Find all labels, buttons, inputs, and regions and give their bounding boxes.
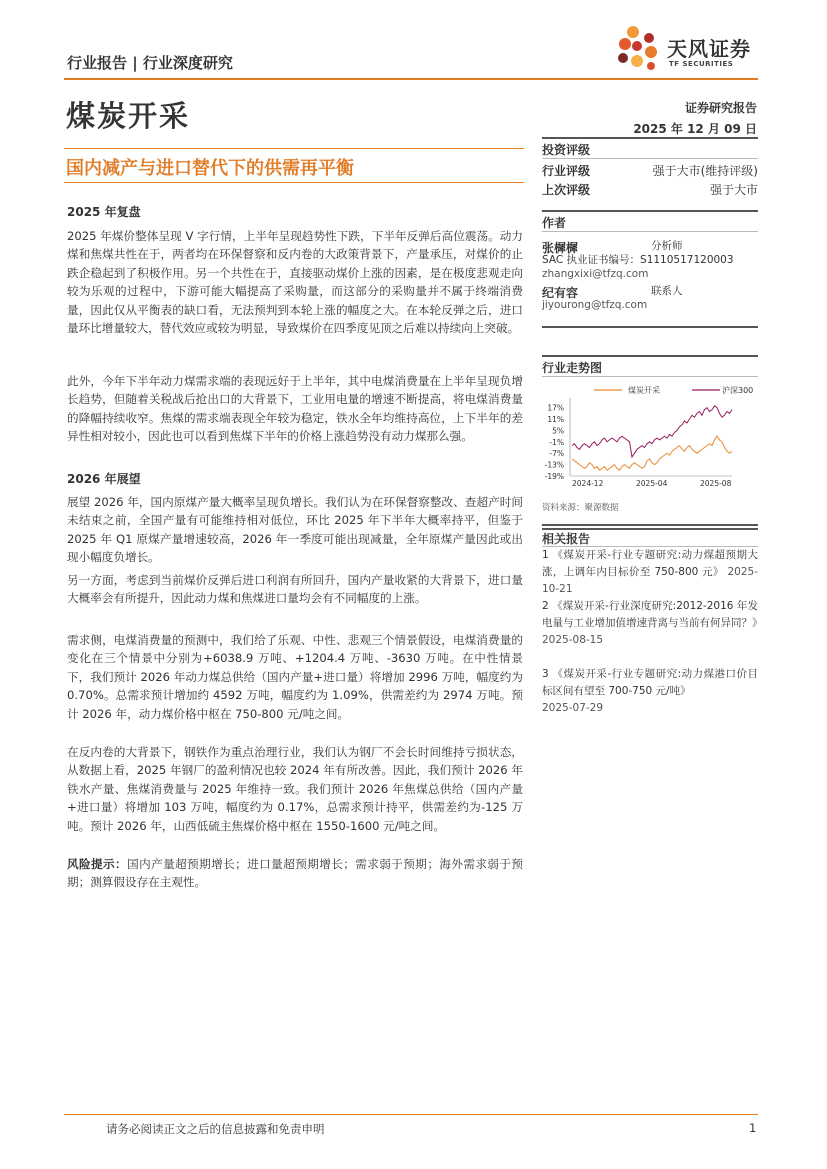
author-name: 纪有容 (542, 286, 579, 300)
header-divider (64, 78, 758, 80)
logo-dot-8 (647, 62, 655, 70)
y-tick-label: 5% (552, 426, 564, 436)
footer-divider (64, 1114, 758, 1115)
y-tick-label: 17% (547, 403, 564, 413)
paragraph-review-1: 2025 年煤价整体呈现 V 字行情，上半年呈现趋势性下跌，下半年反弹后高位震荡。动力煤和焦煤共性在于，两者均在环保督察和反内卷的大政策背景下，产量承压，对煤价的止跌企稳起到了积极作用。另一个共性在于，直接驱动煤价上涨的因素，是在极度悲观走向较为乐观的过程中，下游可能大幅提高了采购量，而这部分的采购量并不属于终端消费量，因此仅从平衡表的缺口看，无法预判到本轮上涨的幅度之大。在本轮反弹之后，进口量环比增量较大，替代效应或较为明显，导致煤价在四季度见顶之后难以持续向上突破。 (67, 229, 523, 336)
logo-dot-7 (644, 33, 654, 43)
y-tick-label: -19% (544, 472, 564, 481)
prev-rating-row (542, 181, 758, 198)
y-tick-label: -7% (549, 449, 564, 459)
report-date: 2025 年 12 月 09 日 (633, 122, 757, 136)
risk-warning (67, 855, 523, 892)
logo-text-en: TF SECURITIES (669, 60, 734, 68)
legend-label: 煤炭开采 (628, 386, 660, 395)
related-report-date: 2025-07-29 (542, 702, 604, 714)
author-role: 分析师 (651, 240, 683, 252)
side-rule (542, 524, 758, 526)
side-rule (542, 376, 758, 377)
related-report-text[interactable]: 2 《煤炭开采-行业深度研究:2012-2016 年发电量与工业增加值增速背离与当前有何异同？》 (542, 600, 763, 629)
logo-text-cn: 天风证券 (667, 37, 751, 61)
series-line-coal (572, 436, 732, 470)
author-1 (542, 237, 758, 281)
x-tick-label: 2025-08 (700, 479, 732, 488)
paragraph-outlook-2: 另一方面，考虑到当前煤价反弹后进口利润有所回升，国内产量收紧的大背景下，进口量大概率会有所提升，因此动力煤和焦煤进口量均会有不同幅度的上涨。 (67, 573, 523, 606)
y-tick-label: -1% (549, 437, 564, 447)
legend-label: 沪深300 (722, 386, 754, 395)
side-rule (542, 210, 758, 212)
side-rule (542, 137, 758, 139)
industry-name: 煤炭开采 (66, 99, 191, 133)
logo-dot-4 (618, 53, 628, 63)
logo-dot-6 (645, 46, 657, 58)
risk-text: 国内产量超预期增长；进口量超预期增长；需求弱于预期；海外需求弱于预期；测算假设存在主观性。 (67, 857, 523, 890)
related-report-2[interactable] (542, 598, 763, 649)
related-title: 相关报告 (542, 532, 591, 546)
paragraph-review-2: 此外，今年下半年动力煤需求端的表现远好于上半年，其中电煤消费量在上半年呈现负增长趋势，但随着关税战后抢出口的大背景下，工业用电量的增速不断提高，将电煤消费量的降幅持续收窄。焦煤的需求端表现全年较为稳定，铁水全年均维持高位，上下半年的差异性相对较小，因此也可以看到焦煤下半年的价格上涨趋势没有动力煤那么强。 (67, 374, 523, 444)
rating-value: 强于大市(维持评级) (652, 164, 758, 178)
y-tick-label: 11% (547, 415, 564, 425)
logo-dot-3 (632, 41, 642, 51)
logo-dot-5 (631, 55, 643, 67)
author-title: 作者 (542, 216, 567, 230)
chart-source: 资料来源：聚源数据 (542, 503, 619, 513)
trend-title: 行业走势图 (542, 361, 603, 375)
series-line-hs300 (572, 406, 732, 457)
related-report-text[interactable]: 3 《煤炭开采-行业专题研究:动力煤港口价目标区间有望至 700-750 元/吨》 (542, 668, 758, 697)
title-rule-bottom (64, 182, 524, 183)
paragraph-outlook-1: 展望 2026 年，国内原煤产量大概率呈现负增长。我们认为在环保督察整改、查超产时间未结束之前，全国产量有可能维持相对低位，环比 2025 年下半年大概率持平，但鉴于 2025 年 Q1 原煤产量增速较高，2026 年一季度可能出现减量，全年原煤产量因此或出现小幅度负增长。 (67, 495, 523, 565)
x-tick-label: 2025-04 (636, 479, 668, 488)
related-report-date: 2025-08-15 (542, 634, 604, 646)
risk-label: 风险提示： (67, 857, 128, 871)
related-report-text[interactable]: 1 《煤炭开采-行业专题研究:动力煤超预期大涨，上调年内目标价至 750-800 元》 (542, 549, 758, 578)
report-type: 行业报告 | 行业深度研究 (67, 54, 233, 72)
author-2 (542, 282, 758, 312)
rating-title: 投资评级 (542, 143, 591, 157)
author-cert: SAC 执业证书编号：S1110517120003 (542, 254, 734, 266)
author-email[interactable]: jiyourong@tfzq.com (542, 299, 648, 311)
logo-dot-2 (627, 26, 639, 38)
related-report-1[interactable] (542, 547, 758, 598)
title-rule-top (64, 148, 524, 149)
side-rule (542, 355, 758, 357)
y-tick-label: -13% (544, 460, 564, 470)
side-rule (542, 326, 758, 328)
author-role: 联系人 (651, 285, 683, 297)
disclaimer-note: 请务必阅读正文之后的信息披露和免责申明 (106, 1122, 325, 1136)
side-rule (542, 158, 758, 159)
related-report-3[interactable] (542, 666, 758, 717)
author-email[interactable]: zhangxixi@tfzq.com (542, 268, 649, 280)
rating-label: 行业评级 (542, 164, 591, 178)
industry-trend-chart (540, 380, 758, 490)
side-rule (542, 231, 758, 232)
industry-rating-row (542, 162, 758, 179)
page-number: 1 (749, 1121, 757, 1135)
author-name: 张樨樨 (542, 241, 579, 255)
prev-rating-value: 强于大市 (709, 183, 758, 197)
prev-rating-label: 上次评级 (542, 183, 591, 197)
paragraph-demand: 需求侧，电煤消费量的预测中，我们给了乐观、中性、悲观三个情景假设，电煤消费量的变化在三个情景中分别为+6038.9 万吨、+1204.4 万吨、-3630 万吨。在中性情景下，我们预计 2026 年动力煤总供给（国内产量+进口量）将增加 2996 万吨，幅度约为 0.70%。总需求预计增加约 4592 万吨，幅度约为 1.09%，供需差约为 2974 万吨。预计 2026 年，动力煤价格中枢在 750-800 元/吨之间。 (67, 633, 523, 721)
report-kind: 证券研究报告 (684, 101, 757, 115)
report-title: 国内减产与进口替代下的供需再平衡 (66, 158, 354, 179)
section-title-2025: 2025 年复盘 (67, 205, 141, 219)
section-title-2026: 2026 年展望 (67, 472, 141, 486)
x-tick-label: 2024-12 (572, 479, 604, 488)
paragraph-coking: 在反内卷的大背景下，钢铁作为重点治理行业，我们认为钢厂不会长时间维持亏损状态，从数据上看，2025 年钢厂的盈利情况也较 2024 年有所改善。因此，我们预计 2026 年铁水产量、焦煤消费量与 2025 年维持一致。我们预计 2026 年焦煤总供给（国内产量+进口量）将增加 103 万吨，幅度约为 0.17%，总需求预计持平，供需差约为-125 万吨。预计 2026 年，山西低硫主焦煤价格中枢在 1550-1600 元/吨之间。 (67, 745, 523, 833)
related-report-date: 2025-10-21 (542, 566, 759, 595)
logo-dot-1 (619, 38, 631, 50)
